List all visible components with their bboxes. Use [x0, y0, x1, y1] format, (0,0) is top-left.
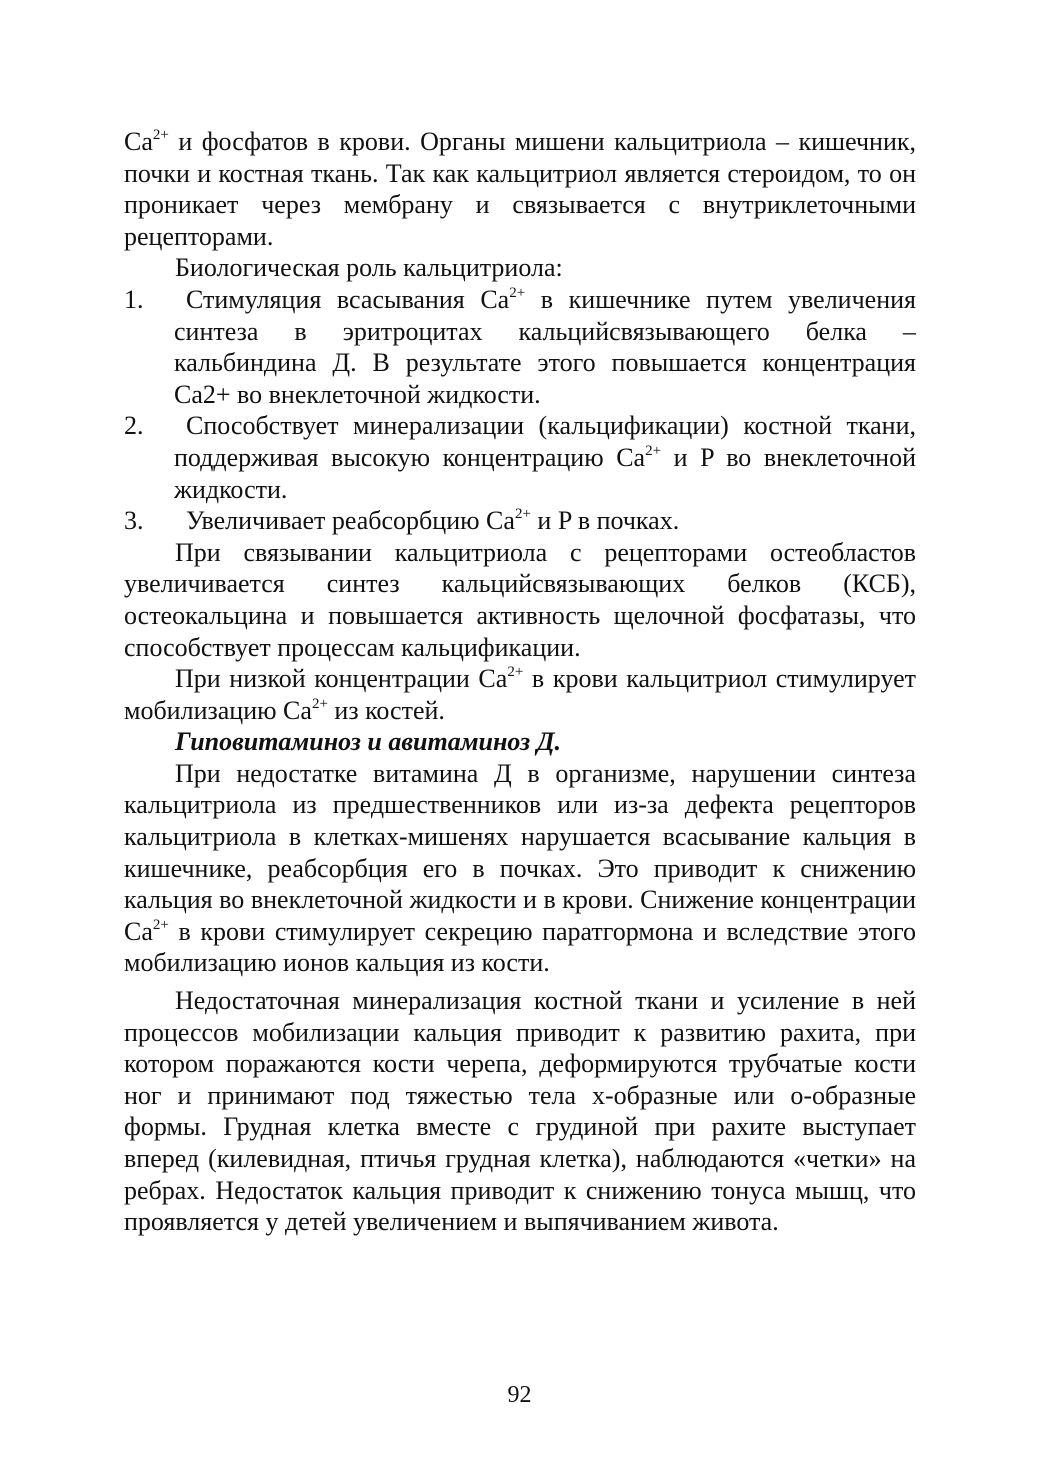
paragraph-biological-role: Биологическая роль кальцитриола:	[175, 253, 563, 283]
ion-charge: 2+	[311, 695, 328, 712]
paragraph-calcitriol-targets	[124, 126, 916, 252]
paragraph-low-calcium: При низкой концентрации $Ca^{2+}$ в крови кальцитриол стимулирует мобилизацию $Ca^{2+}$ из костей.	[124, 664, 917, 725]
ion-charge: 2+	[507, 664, 524, 681]
list-item-3	[124, 505, 916, 537]
paragraph-text: и фосфатов в крови. Органы мишени кальцитриола – кишечник, почки и костная ткань. Так как кальцитриол является стероидом, то он проникает через мембрану и связывается с внутриклеточными рецепторами.	[124, 127, 916, 251]
paragraph-rickets: Недостаточная минерализация костной ткани и усиление в ней процессов мобилизации кальция приводит к развитию рахита, при котором поражаются кости черепа, деформируются трубчатые кости ног и принимают под тяжестью тела x-образные или o-образные формы. Грудная клетка вместе с грудиной при рахите выступает вперед (килевидная, птичья грудная клетка), наблюдаются «четки» на ребрах. Недостаток кальция приводит к снижению тонуса мышц, что проявляется у детей увеличением и выпячиванием живота.	[124, 986, 916, 1237]
list-number: 3.	[124, 506, 144, 536]
ion-symbol: Ca	[124, 127, 153, 156]
ion-charge: 2+	[152, 916, 169, 933]
list-item-1	[124, 284, 916, 410]
list-item-text: Способствует минерализации (кальцификации) костной ткани, поддерживая высокую концентрацию $Ca^{2+}$ и P во внеклеточной жидкости.	[174, 411, 916, 504]
list-item-text: Стимуляция всасывания $Ca^{2+}$ в кишечнике путем увеличения синтеза в эритроцитах кальцийсвязывающего белка – кальбиндина Д. В результате этого повышается концентрация Ca2+ во внеклеточной жидкости.	[174, 284, 916, 409]
paragraph-vitamin-d-deficiency: При недостатке витамина Д в организме, нарушении синтеза кальцитриола из предшественников или из-за дефекта рецепторов кальцитриола в клетках-мишенях нарушается всасывание кальция в кишечнике, реабсорбция его в почках. Это приводит к снижению кальция во внеклеточной жидкости и в крови. Снижение концентрации $Ca^{2+}$ в крови стимулирует секрецию паратгормона и вследствие этого мобилизацию ионов кальция из кости.	[124, 758, 916, 978]
section-heading: Гиповитаминоз и авитаминоз Д.	[175, 727, 561, 757]
ion-charge: 2+	[509, 284, 526, 301]
paragraph-osteoblast-receptors: При связывании кальцитриола с рецепторами остеобластов увеличивается синтез кальцийсвязывающих белков (КСБ), остеокальцина и повышается активность щелочной фосфатазы, что способствует процессам кальцификации.	[124, 537, 916, 662]
list-item-text: Увеличивает реабсорбцию $Ca^{2+}$ и P в почках.	[186, 506, 680, 536]
ion-charge: 2+	[514, 506, 531, 523]
ion-charge: 2+	[645, 442, 662, 459]
list-item-2	[124, 410, 916, 505]
page-body	[124, 126, 916, 1238]
list-number: 2.	[124, 411, 144, 441]
list-number: 1.	[124, 284, 144, 314]
ion-charge: 2+	[152, 127, 169, 143]
page-number: 92	[507, 1382, 532, 1408]
